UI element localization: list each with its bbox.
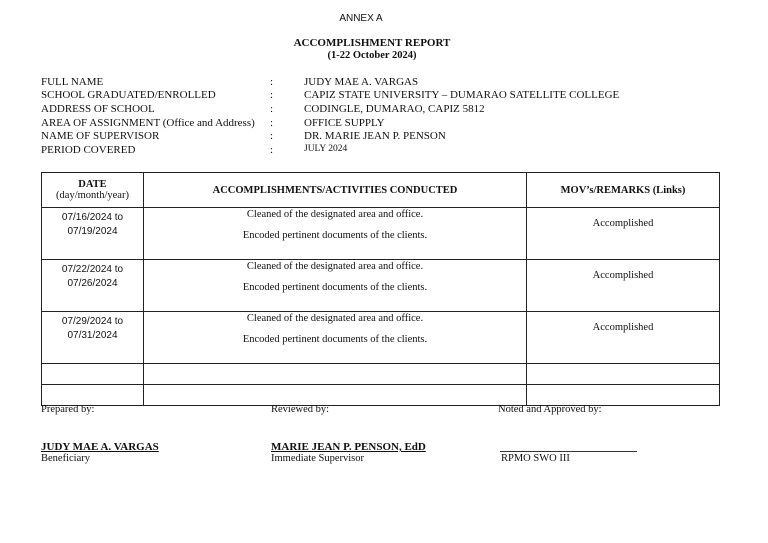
empty-cell (144, 385, 527, 406)
empty-cell (527, 364, 720, 385)
header-date (42, 173, 144, 208)
info-value-assignment: OFFICE SUPPLY (304, 117, 385, 129)
info-label-supervisor: NAME OF SUPERVISOR (41, 130, 160, 142)
info-label-full-name: FULL NAME (41, 76, 104, 88)
date-to: 07/31/2024 (67, 330, 118, 341)
date-to: 07/19/2024 (67, 226, 118, 237)
empty-cell (527, 385, 720, 406)
info-value-full-name: JUDY MAE A. VARGAS (304, 76, 419, 88)
approver-signature-line (500, 451, 637, 452)
empty-cell (42, 385, 144, 406)
activity-line: Cleaned of the designated area and office. (246, 313, 424, 324)
header-date-format: (day/month/year) (56, 190, 129, 201)
info-value-school: CAPIZ STATE UNIVERSITY – DUMARAO SATELLITE COLLEGE (304, 89, 620, 101)
noted-by-label: Noted and Approved by: (498, 404, 602, 415)
table-header-row (42, 173, 720, 208)
table-row (42, 260, 720, 312)
date-from: 07/29/2024 to (61, 316, 124, 327)
table-row-empty (42, 385, 720, 406)
info-label-address: ADDRESS OF SCHOOL (41, 103, 155, 115)
table-row (42, 208, 720, 260)
info-colon: : (270, 76, 274, 88)
activity-cell (144, 260, 527, 312)
info-colon: : (270, 144, 274, 156)
date-cell (42, 312, 144, 364)
table-row (42, 312, 720, 364)
remark-cell: Accomplished (527, 260, 720, 312)
report-title: ACCOMPLISHMENT REPORT (293, 37, 451, 49)
date-from: 07/22/2024 to (61, 264, 124, 275)
activity-line: Encoded pertinent documents of the clients. (242, 334, 428, 345)
info-value-period: JULY 2024 (304, 144, 348, 154)
activity-line: Encoded pertinent documents of the clients. (242, 230, 428, 241)
prepared-by-label: Prepared by: (41, 404, 95, 415)
prepared-by-role: Beneficiary (41, 453, 90, 464)
activity-line: Encoded pertinent documents of the clients. (242, 282, 428, 293)
info-colon: : (270, 89, 274, 101)
date-to: 07/26/2024 (67, 278, 118, 289)
info-colon: : (270, 103, 274, 115)
header-remarks: MOV’s/REMARKS (Links) (527, 173, 720, 208)
prepared-by-name: JUDY MAE A. VARGAS (41, 441, 159, 453)
info-value-address: CODINGLE, DUMARAO, CAPIZ 5812 (304, 103, 485, 115)
report-subtitle: (1-22 October 2024) (327, 50, 417, 61)
activity-cell (144, 208, 527, 260)
activity-line: Cleaned of the designated area and office. (246, 261, 424, 272)
info-label-period: PERIOD COVERED (41, 144, 136, 156)
date-from: 07/16/2024 to (61, 212, 124, 223)
info-label-school: SCHOOL GRADUATED/ENROLLED (41, 89, 216, 101)
table-row-empty (42, 364, 720, 385)
reviewed-by-role: Immediate Supervisor (271, 453, 365, 464)
info-colon: : (270, 117, 274, 129)
info-label-assignment: AREA OF ASSIGNMENT (Office and Address) (41, 117, 255, 129)
info-colon: : (270, 130, 274, 142)
date-cell (42, 260, 144, 312)
accomplishment-table (41, 172, 720, 406)
annex-label: ANNEX A (339, 13, 383, 24)
date-cell (42, 208, 144, 260)
info-value-supervisor: DR. MARIE JEAN P. PENSON (304, 130, 446, 142)
empty-cell (144, 364, 527, 385)
remark-cell: Accomplished (527, 312, 720, 364)
activity-line: Cleaned of the designated area and office. (246, 209, 424, 220)
remark-cell: Accomplished (527, 208, 720, 260)
reviewed-by-label: Reviewed by: (271, 404, 330, 415)
header-date-label: DATE (78, 179, 107, 190)
approver-role: RPMO SWO III (501, 453, 570, 464)
header-activities: ACCOMPLISHMENTS/ACTIVITIES CONDUCTED (144, 173, 527, 208)
empty-cell (42, 364, 144, 385)
reviewed-by-name: MARIE JEAN P. PENSON, EdD (271, 441, 426, 453)
activity-cell (144, 312, 527, 364)
